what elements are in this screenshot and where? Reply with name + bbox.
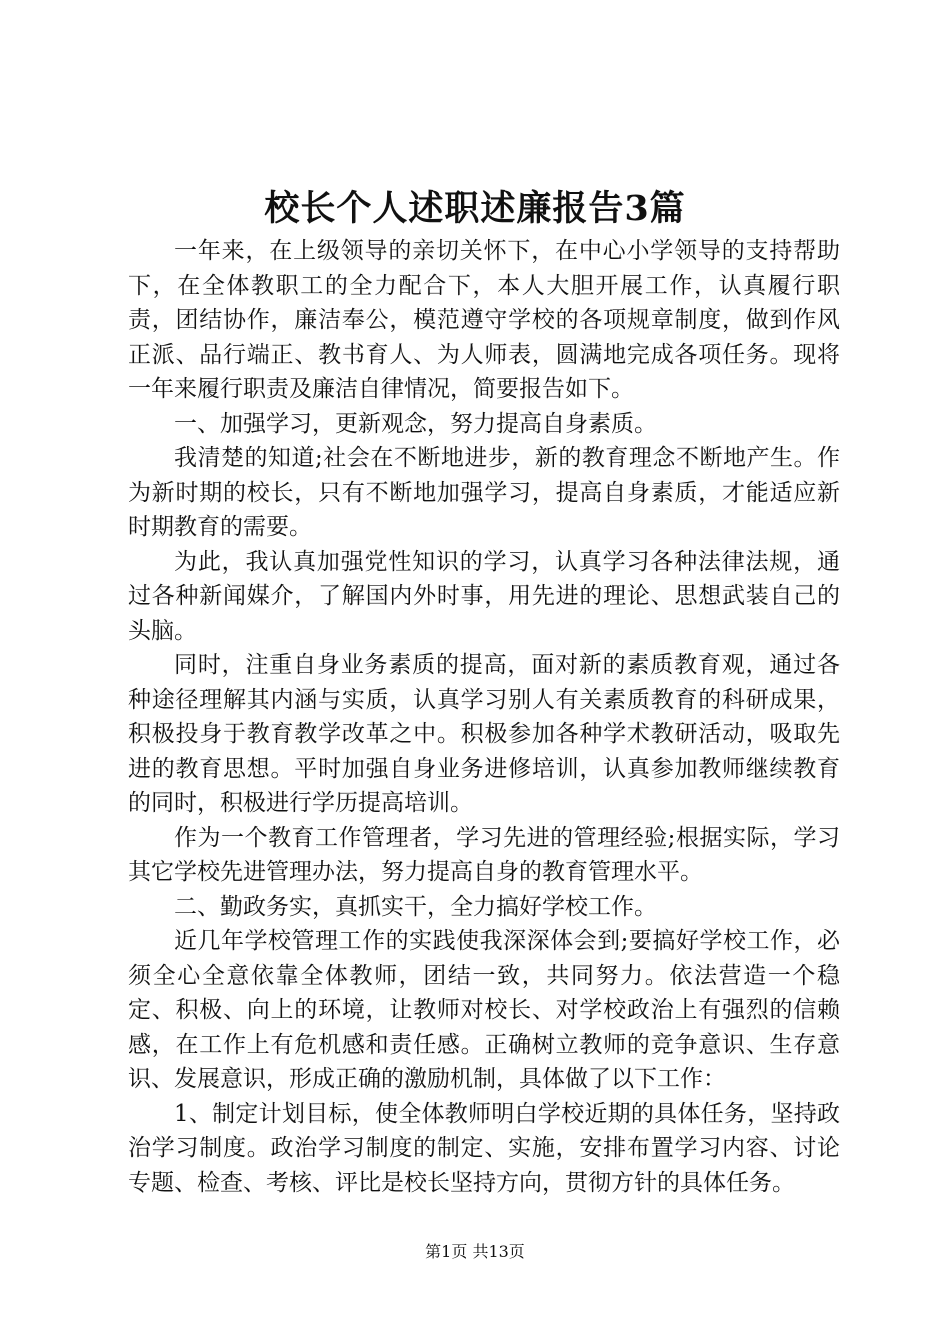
paragraph: 我清楚的知道;社会在不断地进步，新的教育理念不断地产生。作为新时期的校长，只有不断地加强学习，提高自身素质，才能适应新时期教育的需要。 [128,445,840,540]
paragraph: 同时，注重自身业务素质的提高，面对新的素质教育观，通过各种途径理解其内涵与实质，认真学习别人有关素质教育的科研成果，积极投身于教育教学改革之中。积极参加各种学术教研活动，吸取先进的教育思想。平时加强自身业务进修培训，认真参加教师继续教育的同时，积极进行学历提高培训。 [128,652,840,816]
section-heading-1: 一、加强学习，更新观念，努力提高自身素质。 [174,410,657,437]
document-body [128,234,840,1200]
paragraph: 1、制定计划目标，使全体教师明白学校近期的具体任务，坚持政治学习制度。政治学习制度的制定、实施，安排布置学习内容、讨论专题、检查、考核、评比是校长坚持方向，贯彻方针的具体任务。 [128,1100,840,1196]
section-heading-2: 二、勤政务实，真抓实干，全力搞好学校工作。 [174,893,657,920]
paragraph: 近几年学校管理工作的实践使我深深体会到;要搞好学校工作，必须全心全意依靠全体教师，团结一致，共同努力。依法营造一个稳定、积极、向上的环境，让教师对校长、对学校政治上有强烈的信赖感，在工作上有危机感和责任感。正确树立教师的竞争意识、生存意识、发展意识，形成正确的激励机制，具体做了以下工作： [128,928,840,1092]
page-number-footer: 第1页 共13页 [425,1242,525,1261]
paragraph: 为此，我认真加强党性知识的学习，认真学习各种法律法规，通过各种新闻媒介，了解国内外时事，用先进的理论、思想武装自己的头脑。 [128,548,840,644]
document-title: 校长个人述职述廉报告3篇 [264,188,686,229]
paragraph-intro: 一年来，在上级领导的亲切关怀下，在中心小学领导的支持帮助下，在全体教职工的全力配合下，本人大胆开展工作，认真履行职责，团结协作，廉洁奉公，模范遵守学校的各项规章制度，做到作风正派、品行端正、教书育人、为人师表，圆满地完成各项任务。现将一年来履行职责及廉洁自律情况，简要报告如下。 [128,238,840,402]
paragraph: 作为一个教育工作管理者，学习先进的管理经验;根据实际，学习其它学校先进管理办法，努力提高自身的教育管理水平。 [128,824,840,885]
